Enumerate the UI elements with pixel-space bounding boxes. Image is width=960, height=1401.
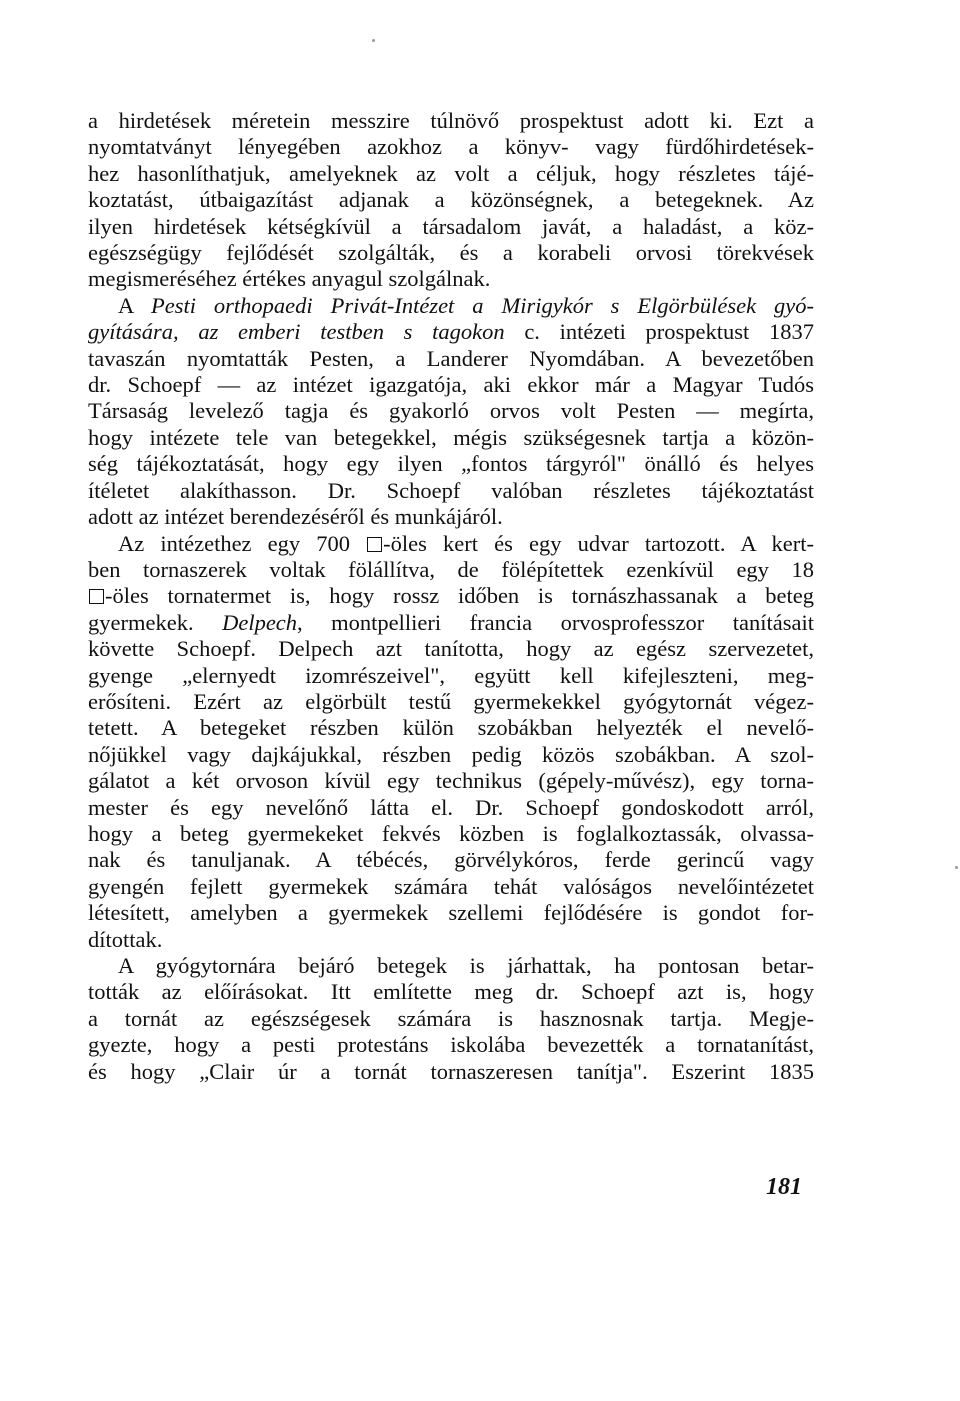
text-line: hogy intézete tele van betegekkel, mégis szükségesnek tartja a közön-: [88, 424, 814, 450]
text-line: a hirdetések méretein messzire túlnövő prospektust adott ki. Ezt a: [88, 108, 814, 133]
text-line: nőjükkel vagy dajkájukkal, részben pedig közös szobákban. A szol-: [88, 741, 814, 767]
text-line: hez hasonlíthatjuk, amelyeknek az volt a céljuk, hogy részletes tájé-: [88, 160, 814, 186]
text-line: egészségügy fejlődését szolgálták, és a korabeli orvosi törekvések: [88, 240, 814, 266]
text-line: gálatot a két orvoson kívül egy technikus (gépely-művész), egy torna-: [88, 768, 814, 794]
text-line: Az intézethez egy 700 -öles kert és egy udvar tartozott. A kert-: [118, 530, 814, 556]
square-unit-icon: [89, 589, 104, 604]
scan-speck: [372, 39, 375, 42]
text-line: a tornát az egészségesek számára is hasznosnak tartja. Megje-: [88, 1005, 814, 1031]
text-line: ség tájékoztatását, hogy egy ilyen „fontos tárgyról" önálló és helyes: [88, 451, 814, 477]
text-line: erősíteni. Ezért az elgörbült testű gyermekekkel gyógytornát végez-: [88, 688, 814, 714]
text-line: dr. Schoepf — az intézet igazgatója, aki ekkor már a Magyar Tudós: [88, 372, 814, 398]
text-line: követte Schoepf. Delpech azt tanította, hogy az egész szervezetet,: [88, 636, 814, 662]
text-line: gyermekek. Delpech, montpellieri francia orvosprofesszor tanításait: [88, 609, 814, 635]
text-line: tavaszán nyomtatták Pesten, a Landerer Nyomdában. A bevezetőben: [88, 345, 814, 371]
text-line: gyenge „elernyedt izomrészeivel", együtt kell kifejleszteni, meg-: [88, 662, 814, 688]
text-line: gyengén fejlett gyermekek számára tehát valóságos nevelőintézetet: [88, 873, 814, 899]
page-number: 181: [766, 1174, 802, 1200]
text-line: A gyógytornára bejáró betegek is járhattak, ha pontosan betar-: [118, 953, 814, 978]
text-line: ben tornaszerek voltak fölállítva, de fölépítettek ezenkívül egy 18: [88, 556, 814, 582]
text-line: koztatást, útbaigazítást adjanak a közönségnek, a betegeknek. Az: [88, 187, 814, 213]
text-line: gyítására, az emberi testben s tagokon c. intézeti prospektust 1837: [88, 319, 814, 345]
text-line: nak és tanuljanak. A tébécés, görvélykóros, ferde gerincű vagy: [88, 847, 814, 873]
text-line: -öles tornatermet is, hogy rossz időben is tornászhassanak a beteg: [88, 583, 814, 609]
text-line: tetett. A betegeket részben külön szobákban helyezték el nevelő-: [88, 715, 814, 741]
body-text: [88, 108, 814, 1085]
text-line: hogy a beteg gyermekeket fekvés közben is foglalkoztassák, olvassa-: [88, 820, 814, 846]
text-line: adott az intézet berendezéséről és munkájáról.: [88, 504, 503, 530]
text-line: A Pesti orthopaedi Privát-Intézet a Mirigykór s Elgörbülések gyó-: [118, 292, 815, 318]
text-line: nyomtatványt lényegében azokhoz a könyv- vagy fürdőhirdetések-: [88, 134, 814, 160]
scan-speck: [955, 866, 958, 869]
square-unit-icon: [367, 537, 382, 552]
text-line: gyezte, hogy a pesti protestáns iskolába bevezették a tornatanítást,: [88, 1032, 814, 1058]
text-line: ítéletet alakíthasson. Dr. Schoepf valóban részletes tájékoztatást: [88, 477, 814, 503]
text-line: Társaság levelező tagja és gyakorló orvos volt Pesten — megírta,: [88, 398, 814, 424]
text-line: megismeréséhez értékes anyagul szolgálnak.: [88, 266, 491, 292]
text-line: mester és egy nevelőnő látta el. Dr. Schoepf gondoskodott arról,: [88, 794, 814, 820]
text-line: és hogy „Clair úr a tornát tornaszeresen tanítja". Eszerint 1835: [88, 1058, 814, 1084]
text-line: tották az előírásokat. Itt említette meg dr. Schoepf azt is, hogy: [88, 979, 814, 1005]
text-line: dítottak.: [88, 926, 163, 952]
text-line: ilyen hirdetések kétségkívül a társadalom javát, a haladást, a köz-: [88, 213, 814, 239]
text-line: létesített, amelyben a gyermekek szellemi fejlődésére is gondot for-: [88, 900, 814, 926]
